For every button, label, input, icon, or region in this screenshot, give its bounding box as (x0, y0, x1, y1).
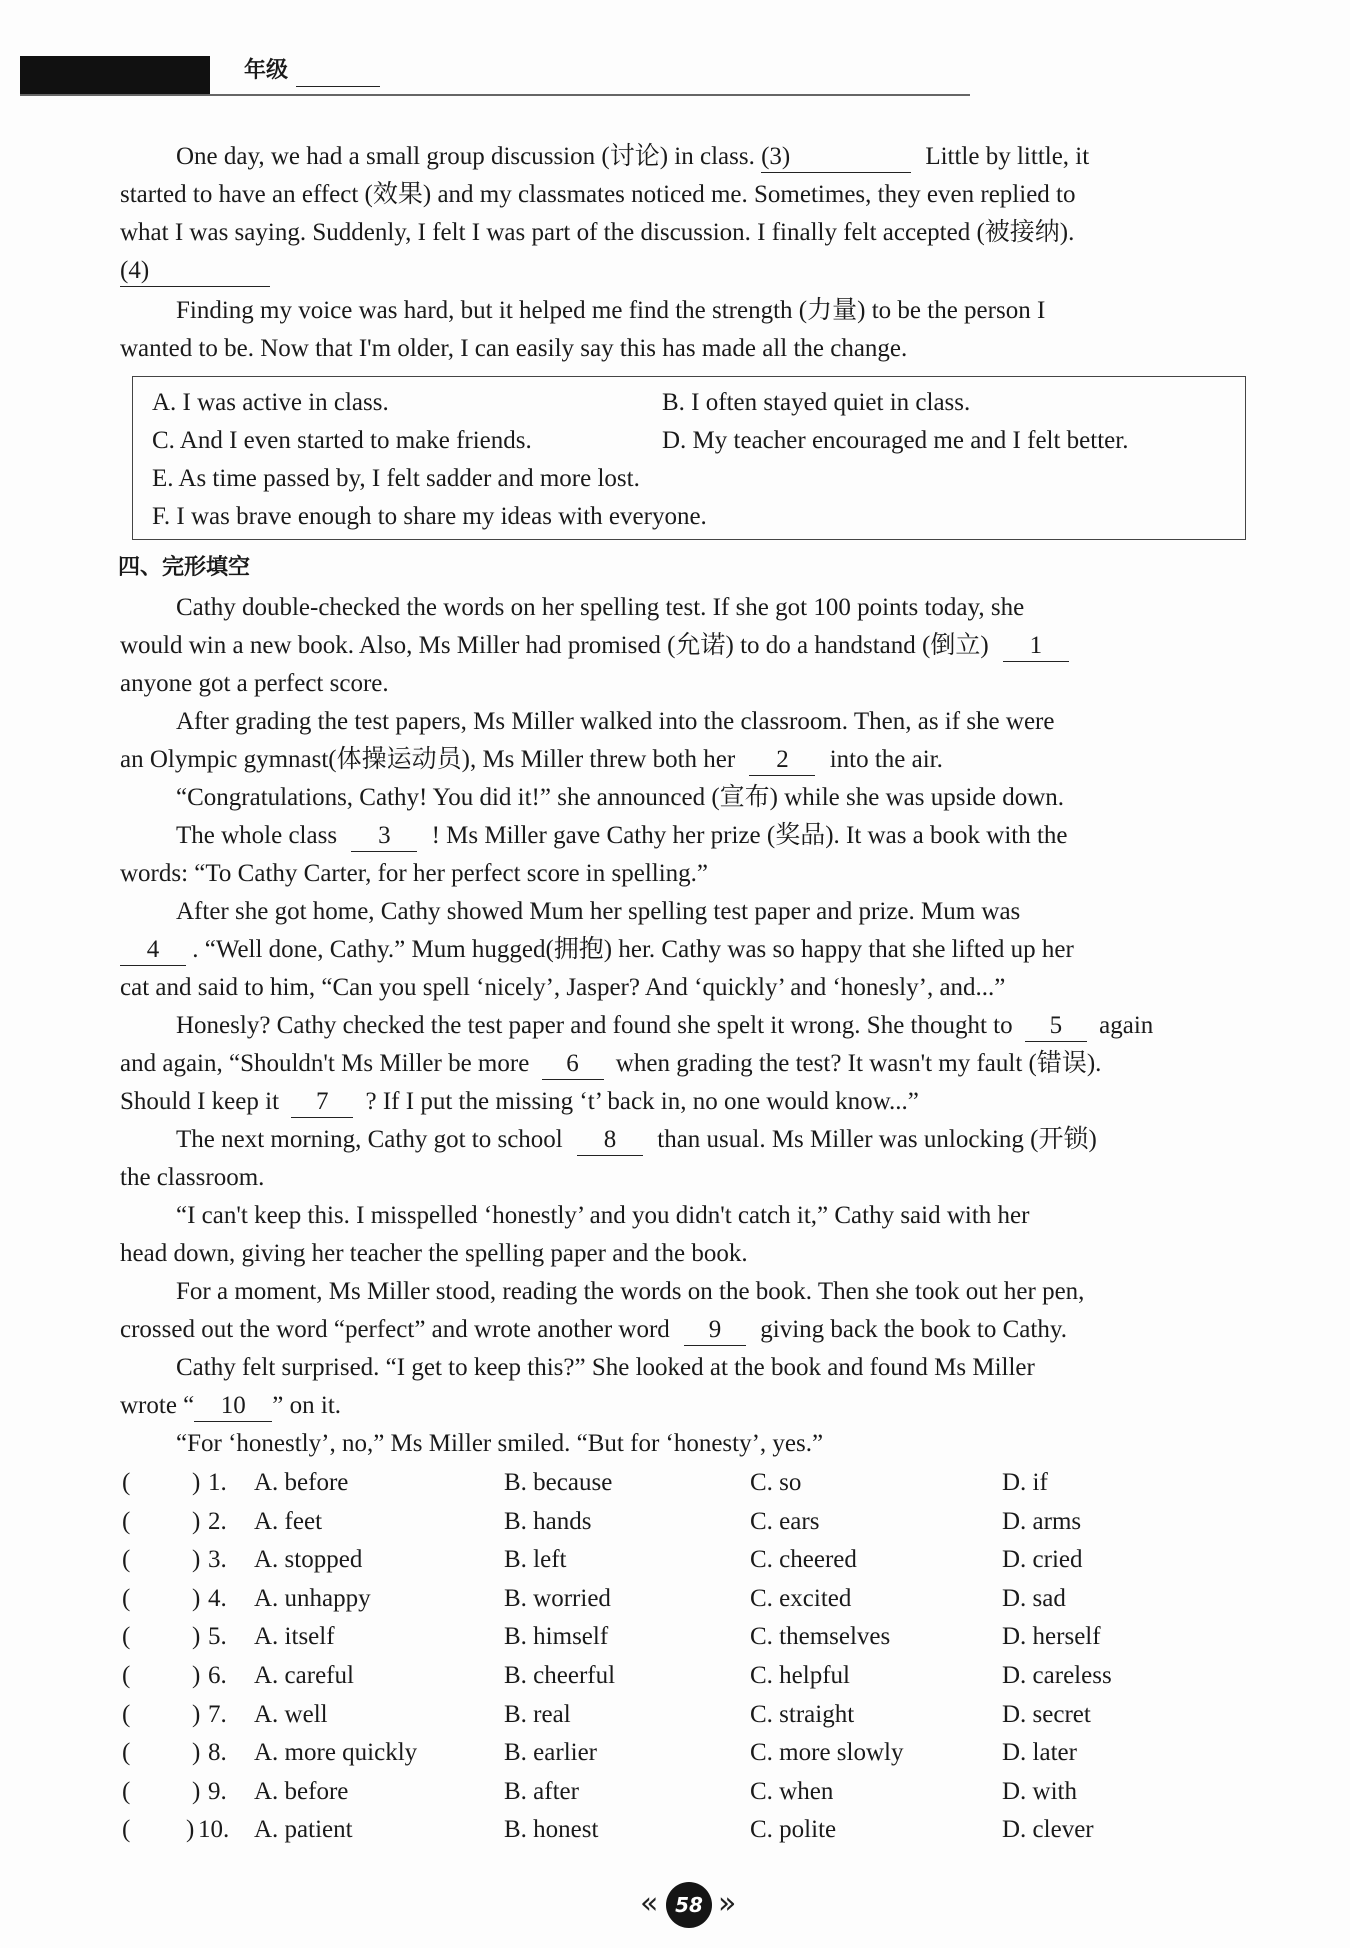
passage-line (120, 1387, 341, 1426)
choice-a[interactable]: A. well (254, 1700, 328, 1728)
passage-line: started to have an effect (效果) and my classmates noticed me. Sometimes, they even replied to (120, 181, 1076, 208)
section-title: 四、完形填空 (118, 555, 251, 580)
choice-d[interactable]: D. with (1002, 1777, 1077, 1805)
passage-line: words: “To Cathy Carter, for her perfect score in spelling.” (120, 860, 709, 887)
option-c: C. And I even started to make friends. (152, 427, 532, 454)
page-number-badge (640, 1882, 740, 1928)
choice-d[interactable]: D. later (1002, 1739, 1077, 1767)
passage-line (120, 931, 1074, 970)
passage-line (120, 1045, 1101, 1084)
question-row (118, 1618, 1258, 1656)
question-row (118, 1734, 1258, 1772)
text: The whole class (176, 822, 338, 849)
choice-c[interactable]: C. more slowly (750, 1739, 904, 1767)
passage-line: After grading the test papers, Ms Miller walked into the classroom. Then, as if she were (176, 708, 1055, 735)
passage-line: the classroom. (120, 1164, 265, 1191)
choice-d[interactable]: D. careless (1002, 1662, 1112, 1689)
question-number: 9. (208, 1777, 227, 1805)
answer-blank-8[interactable]: 8 (577, 1125, 643, 1156)
answer-blank-7[interactable]: 7 (291, 1087, 353, 1118)
choice-a[interactable]: A. patient (254, 1816, 353, 1844)
answer-paren-right: ) (192, 1623, 201, 1651)
chevron-left-icon: « (640, 1886, 659, 1921)
choice-d[interactable]: D. arms (1002, 1507, 1082, 1535)
answer-paren-left[interactable]: ( (122, 1623, 131, 1651)
choice-c[interactable]: C. cheered (750, 1546, 857, 1574)
choice-b[interactable]: B. because (504, 1469, 613, 1496)
question-row (118, 1541, 1258, 1579)
passage-line: Finding my voice was hard, but it helped me find the strength (力量) to be the person I (176, 297, 1046, 324)
text: ! Ms Miller gave Cathy her prize (奖品). It was a book with the (431, 822, 1068, 849)
question-row (118, 1464, 1258, 1502)
passage-line (120, 1311, 1067, 1350)
choice-d[interactable]: D. herself (1002, 1623, 1101, 1651)
passage-line (120, 1083, 919, 1122)
choice-d[interactable]: D. secret (1002, 1700, 1091, 1728)
answer-blank-3[interactable]: (3) (761, 142, 911, 173)
option-f: F. I was brave enough to share my ideas with everyone. (152, 503, 707, 530)
text: than usual. Ms Miller was unlocking (开锁) (657, 1126, 1097, 1153)
question-number: 7. (208, 1700, 227, 1728)
question-number: 2. (208, 1507, 227, 1535)
text: One day, we had a small group discussion (讨论) in class. (176, 143, 755, 170)
choice-b[interactable]: B. worried (504, 1584, 611, 1612)
text: again (1099, 1012, 1154, 1039)
answer-paren-left[interactable]: ( (122, 1662, 131, 1689)
answer-paren-left[interactable]: ( (122, 1700, 131, 1728)
choice-d[interactable]: D. cried (1002, 1546, 1083, 1574)
text: The next morning, Cathy got to school (176, 1126, 563, 1153)
answer-blank-10[interactable]: 10 (194, 1391, 272, 1422)
answer-blank-6[interactable]: 6 (542, 1049, 604, 1080)
text: ? If I put the missing ‘t’ back in, no one would know...” (365, 1088, 919, 1115)
choice-b[interactable]: B. cheerful (504, 1662, 616, 1689)
option-b: B. I often stayed quiet in class. (662, 389, 971, 416)
passage-line (120, 252, 270, 291)
option-d: D. My teacher encouraged me and I felt better. (662, 427, 1129, 454)
question-number: 10. (198, 1816, 230, 1844)
answer-paren-right: ) (192, 1739, 201, 1767)
choice-a[interactable]: A. stopped (254, 1546, 363, 1574)
question-row (118, 1657, 1258, 1695)
text: giving back the book to Cathy. (760, 1316, 1067, 1343)
choice-a[interactable]: A. unhappy (254, 1584, 371, 1612)
choice-b[interactable]: B. left (504, 1546, 567, 1574)
answer-paren-right: ) (186, 1816, 195, 1844)
choice-d[interactable]: D. clever (1002, 1816, 1094, 1844)
chevron-right-icon: » (718, 1886, 737, 1921)
question-number: 8. (208, 1739, 227, 1767)
text: Honesly? Cathy checked the test paper and found she spelt it wrong. She thought to (176, 1012, 1013, 1039)
choice-b[interactable]: B. hands (504, 1507, 592, 1535)
grade-label: 年级 (244, 58, 289, 83)
option-e: E. As time passed by, I felt sadder and more lost. (152, 465, 640, 492)
answer-paren-right: ) (192, 1700, 201, 1728)
choice-c[interactable]: C. polite (750, 1816, 837, 1844)
answer-paren-left[interactable]: ( (122, 1739, 131, 1767)
text: an Olympic gymnast(体操运动员), Ms Miller threw both her (120, 746, 736, 773)
text: crossed out the word “perfect” and wrote another word (120, 1316, 670, 1343)
passage-line (176, 817, 1068, 856)
text: Little by little, it (925, 143, 1090, 170)
grade-blank-line (296, 86, 380, 87)
question-row (118, 1503, 1258, 1541)
answer-blank-3[interactable]: 3 (351, 821, 417, 852)
answer-paren-right: ) (192, 1546, 201, 1574)
question-number: 1. (208, 1469, 227, 1496)
passage-line (176, 138, 1089, 177)
choice-c[interactable]: C. themselves (750, 1623, 891, 1651)
answer-blank-5[interactable]: 5 (1025, 1011, 1087, 1042)
question-row (118, 1773, 1258, 1811)
option-a: A. I was active in class. (152, 389, 389, 416)
answer-paren-left[interactable]: ( (122, 1777, 131, 1805)
passage-line: “For ‘honestly’, no,” Ms Miller smiled. “But for ‘honesty’, yes.” (176, 1430, 824, 1457)
question-number: 3. (208, 1546, 227, 1574)
choice-b[interactable]: B. real (504, 1700, 571, 1728)
question-number: 6. (208, 1662, 227, 1689)
passage-line: “Congratulations, Cathy! You did it!” she announced (宣布) while she was upside down. (176, 784, 1065, 811)
question-number: 4. (208, 1584, 227, 1612)
text: would win a new book. Also, Ms Miller had promised (允诺) to do a handstand (倒立) (120, 632, 989, 659)
choice-a[interactable]: A. more quickly (254, 1739, 418, 1767)
choice-d[interactable]: D. if (1002, 1469, 1048, 1496)
choice-c[interactable]: C. when (750, 1777, 834, 1805)
choice-b[interactable]: B. himself (504, 1623, 609, 1651)
passage-line (120, 741, 943, 780)
answer-blank-1[interactable]: 1 (1003, 631, 1069, 662)
passage-line: anyone got a perfect score. (120, 670, 389, 697)
passage-line: wanted to be. Now that I'm older, I can easily say this has made all the change. (120, 335, 908, 362)
choice-c[interactable]: C. straight (750, 1700, 855, 1728)
text: into the air. (829, 746, 943, 773)
choice-c[interactable]: C. ears (750, 1507, 820, 1535)
text: Should I keep it (120, 1088, 280, 1115)
text: when grading the test? It wasn't my fault (错误). (615, 1050, 1102, 1077)
question-row (118, 1696, 1258, 1734)
passage-line: “I can't keep this. I misspelled ‘honestly’ and you didn't catch it,” Cathy said with her (176, 1202, 1030, 1229)
question-number: 5. (208, 1623, 227, 1651)
passage-line: what I was saying. Suddenly, I felt I was part of the discussion. I finally felt accepted (被接纳). (120, 219, 1075, 246)
passage-line: For a moment, Ms Miller stood, reading the words on the book. Then she took out her pen, (176, 1278, 1085, 1305)
question-row (118, 1811, 1258, 1849)
question-row (118, 1580, 1258, 1618)
answer-paren-right: ) (192, 1507, 201, 1535)
answer-paren-right: ) (192, 1662, 201, 1689)
choice-a[interactable]: A. itself (254, 1623, 335, 1651)
passage-line: Cathy felt surprised. “I get to keep this?” She looked at the book and found Ms Miller (176, 1354, 1035, 1381)
header-bar (20, 56, 210, 94)
page-number: 58 (666, 1882, 712, 1928)
passage-line: cat and said to him, “Can you spell ‘nicely’, Jasper? And ‘quickly’ and ‘honesly’, and...” (120, 974, 1006, 1001)
choice-a[interactable]: A. before (254, 1777, 349, 1805)
passage-line: head down, giving her teacher the spelling paper and the book. (120, 1240, 748, 1267)
passage-line (176, 1007, 1153, 1046)
choice-b[interactable]: B. after (504, 1777, 579, 1805)
answer-blank-9[interactable]: 9 (684, 1315, 746, 1346)
choice-c[interactable]: C. excited (750, 1584, 852, 1612)
answer-paren-left[interactable]: ( (122, 1584, 131, 1612)
header-rule (20, 94, 970, 96)
text: . “Well done, Cathy.” Mum hugged(拥抱) her. Cathy was so happy that she lifted up her (192, 936, 1074, 963)
answer-paren-left[interactable]: ( (122, 1816, 131, 1844)
passage-line (120, 627, 1069, 666)
choice-b[interactable]: B. honest (504, 1816, 599, 1844)
choice-d[interactable]: D. sad (1002, 1584, 1066, 1612)
answer-blank-4[interactable]: (4) (120, 256, 270, 287)
answer-blank-4[interactable]: 4 (120, 935, 186, 966)
passage-line (176, 1121, 1097, 1160)
choice-c[interactable]: C. helpful (750, 1662, 850, 1689)
answer-paren-right: ) (192, 1469, 201, 1496)
text: wrote “ (120, 1392, 195, 1419)
answer-paren-left[interactable]: ( (122, 1546, 131, 1574)
passage-line: Cathy double-checked the words on her spelling test. If she got 100 points today, she (176, 594, 1025, 621)
choice-a[interactable]: A. feet (254, 1507, 323, 1535)
answer-paren-left[interactable]: ( (122, 1469, 131, 1496)
text: and again, “Shouldn't Ms Miller be more (120, 1050, 530, 1077)
answer-paren-right: ) (192, 1777, 201, 1805)
choice-b[interactable]: B. earlier (504, 1739, 598, 1767)
answer-paren-left[interactable]: ( (122, 1507, 131, 1535)
choice-a[interactable]: A. before (254, 1469, 349, 1496)
answer-paren-right: ) (192, 1584, 201, 1612)
text: ” on it. (272, 1392, 342, 1419)
passage-line: After she got home, Cathy showed Mum her spelling test paper and prize. Mum was (176, 898, 1021, 925)
choice-a[interactable]: A. careful (254, 1662, 354, 1689)
answer-blank-2[interactable]: 2 (749, 745, 815, 776)
choice-c[interactable]: C. so (750, 1469, 802, 1496)
